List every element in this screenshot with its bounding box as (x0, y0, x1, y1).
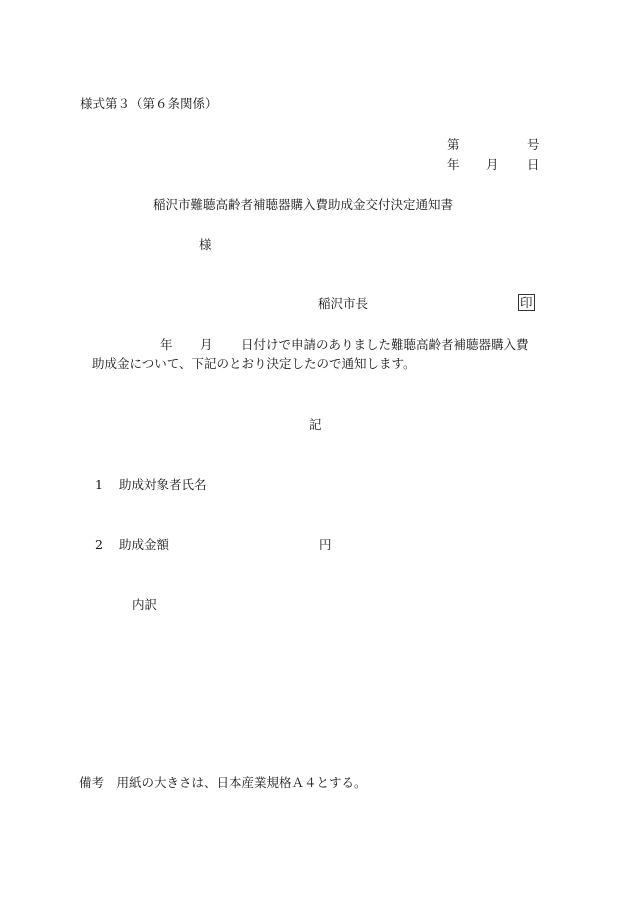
heading-ki: 記 (309, 417, 322, 432)
item-1-number: 1 (95, 477, 103, 492)
body-line-2: 助成金について、下記のとおり決定したので通知します。 (92, 356, 416, 371)
body-year: 年 (160, 337, 173, 352)
item-2-label: 助成金額 (119, 537, 170, 552)
breakdown-label: 内訳 (132, 597, 158, 612)
number-suffix: 号 (527, 137, 540, 152)
date-month: 月 (486, 157, 499, 172)
addressee-suffix: 様 (199, 237, 212, 252)
item-1-label: 助成対象者氏名 (119, 477, 207, 492)
item-2-unit: 円 (319, 537, 332, 552)
form-label: 様式第３（第６条関係） (80, 96, 218, 111)
footnote: 備考 用紙の大きさは、日本産業規格Ａ４とする。 (79, 775, 367, 790)
issuer-name: 稲沢市長 (318, 296, 369, 311)
document-title: 稲沢市難聴高齢者補聴器購入費助成金交付決定通知書 (153, 197, 454, 212)
item-2-number: 2 (95, 537, 103, 552)
body-line-1: 日付けで申請のありました難聴高齢者補聴器購入費 (241, 337, 529, 352)
seal-stamp (518, 294, 535, 311)
seal-text: 印 (520, 295, 533, 310)
date-year: 年 (447, 157, 460, 172)
date-day: 日 (527, 157, 540, 172)
body-month: 月 (200, 337, 213, 352)
number-prefix: 第 (447, 137, 460, 152)
